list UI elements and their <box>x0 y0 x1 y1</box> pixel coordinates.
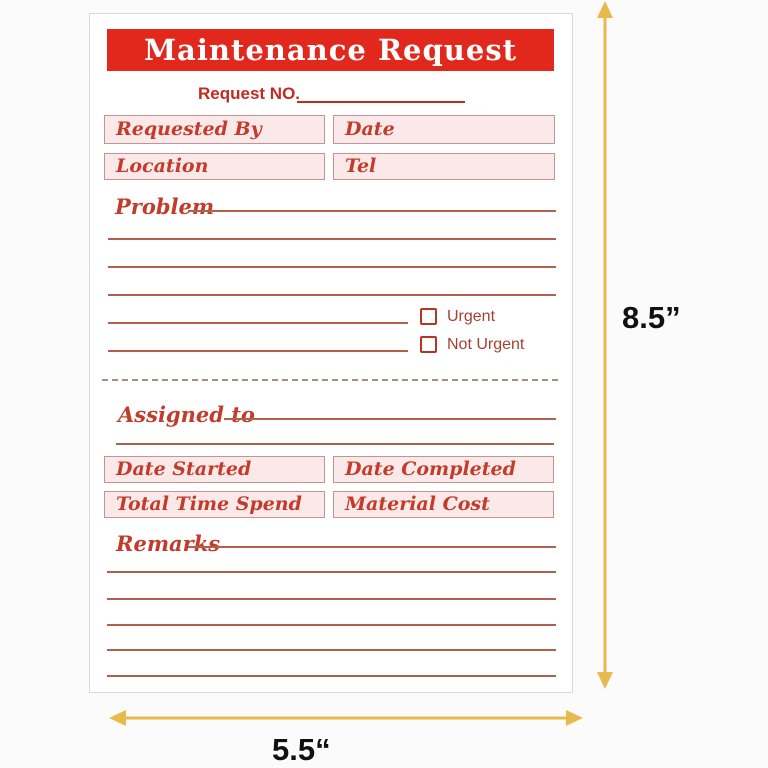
remarks-label: Remarks <box>116 531 221 556</box>
problem-underline <box>188 210 556 212</box>
field-label-total-time-spend: Total Time Spend <box>116 493 302 515</box>
writing-line <box>107 571 556 573</box>
form-title: Maintenance Request Form <box>143 33 518 109</box>
writing-line <box>108 294 556 296</box>
writing-line <box>108 238 556 240</box>
tear-off-dashed-line <box>102 379 558 381</box>
field-box-requested-by[interactable] <box>104 115 325 144</box>
request-no-label: Request NO. <box>198 84 301 103</box>
field-box-date-started[interactable] <box>104 456 325 483</box>
field-box-total-time-spend[interactable] <box>104 491 325 518</box>
field-box-tel[interactable] <box>333 153 555 180</box>
writing-line <box>107 649 556 651</box>
writing-line <box>108 266 556 268</box>
writing-line <box>108 350 408 352</box>
field-label-date: Date <box>345 118 395 140</box>
field-label-date-started: Date Started <box>116 458 252 480</box>
not-urgent-checkbox-label: Not Urgent <box>447 336 525 353</box>
writing-line <box>107 624 556 626</box>
writing-line <box>116 443 554 445</box>
assigned-to-underline <box>224 418 556 420</box>
field-box-material-cost[interactable] <box>333 491 554 518</box>
not-urgent-checkbox[interactable] <box>420 336 437 353</box>
field-label-date-completed: Date Completed <box>345 458 516 480</box>
field-box-date[interactable] <box>333 115 555 144</box>
writing-line <box>107 598 556 600</box>
width-dimension-label: 5.5“ <box>272 732 331 767</box>
writing-line <box>107 675 556 677</box>
form-page <box>89 13 573 693</box>
height-dimension-arrow <box>595 0 615 690</box>
height-dimension-label: 8.5” <box>622 300 681 335</box>
field-label-requested-by: Requested By <box>116 118 262 140</box>
assigned-to-label: Assigned to <box>118 402 255 427</box>
problem-label: Problem <box>115 194 215 219</box>
field-label-material-cost: Material Cost <box>345 493 490 515</box>
width-dimension-arrow <box>108 706 584 730</box>
remarks-underline <box>188 546 556 548</box>
request-no-line[interactable] <box>297 84 465 103</box>
field-label-location: Location <box>116 155 209 177</box>
field-label-tel: Tel <box>345 155 377 177</box>
writing-line <box>108 322 408 324</box>
field-box-location[interactable] <box>104 153 325 180</box>
field-box-date-completed[interactable] <box>333 456 554 483</box>
urgent-checkbox-label: Urgent <box>447 308 496 325</box>
urgent-checkbox[interactable] <box>420 308 437 325</box>
